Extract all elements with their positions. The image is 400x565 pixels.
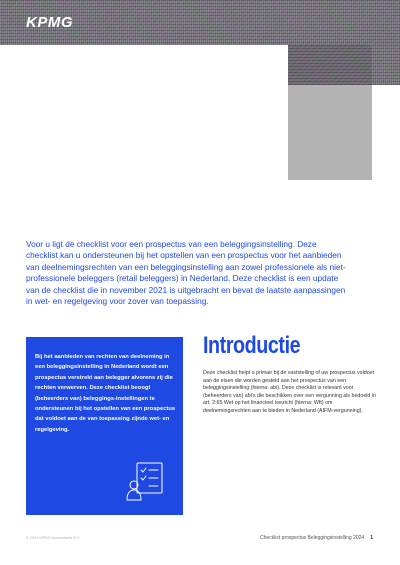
footer-copyright: © 2024 KPMG Accountants N.V.	[26, 536, 81, 540]
kpmg-logo: KPMG	[26, 14, 73, 31]
cover-gray-block	[288, 85, 372, 180]
cover-image-tab	[288, 45, 372, 85]
checklist-person-icon	[124, 460, 166, 502]
highlight-panel	[26, 337, 183, 515]
intro-paragraph: Voor u ligt de checklist voor een prospectus van een beleggingsinstelling. Deze checklist kan u ondersteunen bij het opstellen van een prospectus voor het aanbieden van deelnemingsrechten van een beleggingsinstelling aan zowel professionele als niet-professionele beleggers (retail beleggers) in Nederland. Deze checklist is een update van de checklist die in november 2021 is uitgebracht en bevat de laatste aanpassingen in wet- en regelgeving voor zover van toepassing.	[26, 239, 346, 307]
footer-info	[260, 535, 373, 541]
section-heading: Introductie	[203, 332, 301, 359]
page-number: 1	[370, 535, 373, 541]
panel-text: Bij het aanbieden van rechten van deelneming in een beleggingsinstelling in Nederland wordt een prospectus verstrekt aan belegger alvorens zij die rechten verwerven. Deze checklist beoogt (beheerders van) beleggings-instellingen te ondersteunen bij het opstellen van een prospectus dat voldoet aan de van toepassing zijnde wet- en regelgeving.	[35, 354, 176, 433]
cover-white-block	[0, 45, 288, 185]
footer-title: Checklist prospectus Beleggingsinstelling 2024	[259, 535, 365, 541]
section-body: Deze checklist helpt u primair bij de vaststelling of uw prospectus voldoet aan de eisen die worden gesteld aan het prospectus van een beleggingsinstelling (hierna: abi). Deze checklist is relevant voor (beheerders van) abi's die beschikken over een vergunning als bedoeld in art. 2:65 Wet op het financieel toezicht (hierna: Wft) om deelnemingsrechten aan te bieden in Nederland (AIFM-vergunning).	[203, 370, 376, 414]
